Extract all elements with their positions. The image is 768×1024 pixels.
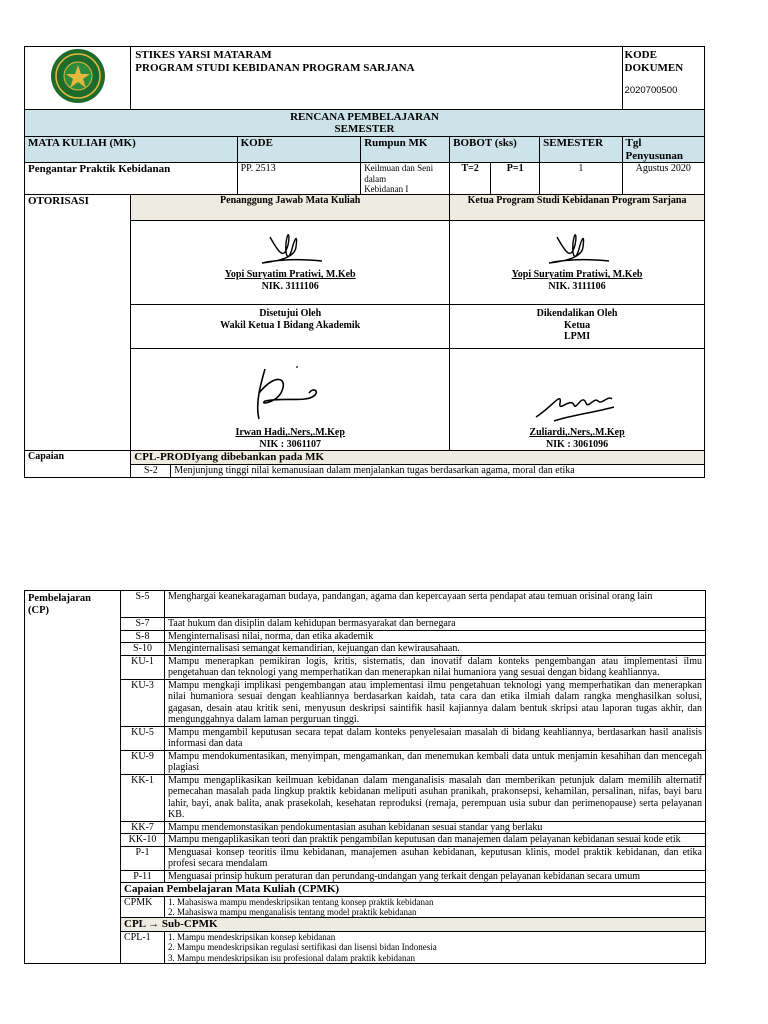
controlled-role-2: LPMI (564, 331, 591, 343)
pj-name: Yopi Suryatim Pratiwi, M.Keb (224, 269, 356, 281)
cpl-code: S-2 (131, 465, 171, 477)
rumpun-line-1: Keilmuan dan Seni dalam (364, 163, 434, 184)
tgl-header (622, 137, 704, 163)
institution-logo-icon (50, 48, 106, 104)
cpl-code: S-8 (121, 630, 165, 643)
cpl-code: S-10 (121, 643, 165, 656)
cpmk-item: 2. Mahasiswa mampu menganalisis tentang model praktik kebidanan (168, 906, 417, 917)
cpl-code: KU-5 (121, 726, 165, 750)
course-date: Agustus 2020 (622, 163, 704, 195)
otorisasi-label: OTORISASI (25, 195, 131, 451)
rumpun-header: Rumpun MK (361, 137, 450, 163)
signature-icon (235, 363, 345, 427)
logo-cell (25, 47, 131, 110)
capaian-label: Capaian (25, 451, 131, 478)
course-p: P=1 (491, 163, 540, 195)
cpl-text: Taat hukum dan disiplin dalam kehidupan bermasyarakat dan bernegara (165, 618, 706, 631)
title-line-2: SEMESTER (334, 123, 395, 136)
controlled-label: Dikendalikan Oleh (536, 308, 618, 320)
sub-cpmk-code: CPL-1 (121, 931, 165, 963)
cpl-text: Menginternalisasi semangat kemandirian, kejuangan dan kewirausahaan. (165, 643, 706, 656)
course-semester: 1 (540, 163, 622, 195)
signature-icon (537, 225, 617, 269)
document-title (25, 110, 705, 137)
sub-cpmk-item: 3. Mampu mendeskripsikan isu profesional dalam praktik kebidanan (168, 952, 415, 963)
controller-nik: NIK : 3061096 (545, 438, 609, 450)
cpl-text: Mampu mengaplikasikan teori dan praktik pengambilan keputusan dan manajemen dalam pelayanan kebidanan sesuai kode etik (165, 834, 706, 847)
approver-signature-cell (131, 349, 450, 451)
cpl-code: KU-1 (121, 655, 165, 679)
approved-cell (131, 305, 450, 349)
rumpun-line-2: Kebidanan I (364, 183, 409, 194)
cpl-text: Menguasai konsep teoritis ilmu kebidanan, manajemen asuhan kebidanan, keputusan klinis, model praktik kebidanan, dan etika profesi secara mendalam (165, 846, 706, 870)
kaprodi-name: Yopi Suryatim Pratiwi, M.Keb (511, 269, 643, 281)
doc-code-cell (622, 47, 704, 110)
sub-cpmk-item: 1. Mampu mendeskripsikan konsep kebidanan (168, 931, 336, 942)
bobot-header: BOBOT (sks) (450, 137, 540, 163)
program-name: PROGRAM STUDI KEBIDANAN PROGRAM SARJANA (135, 61, 415, 74)
kaprodi-signature-cell (450, 221, 705, 305)
cpl-code: KK-7 (121, 821, 165, 834)
cpl-prodi-header: CPL-PRODIyang dibebankan pada MK (131, 451, 705, 465)
cp-label-line-1: Pembelajaran (28, 593, 91, 604)
cpl-code: KK-1 (121, 774, 165, 821)
sub-cpmk-list (165, 931, 706, 963)
semester-header: SEMESTER (540, 137, 622, 163)
controlled-cell (450, 305, 705, 349)
kaprodi-nik: NIK. 3111106 (548, 280, 606, 292)
approved-role: Wakil Ketua I Bidang Akademik (220, 319, 361, 331)
doc-code-label: KODE (624, 49, 657, 61)
cpl-code: S-5 (121, 591, 165, 618)
cpl-code: P-1 (121, 846, 165, 870)
cpl-text: Mampu menerapkan pemikiran logis, kritis, sistematis, dan inovatif dalam konteks pengembangan atau implementasi ilmu pengetahuan dan teknologi yang memperhatikan dan menerapkan nilai humaniora yang sesuai dengan bidang keahliannya. (165, 655, 706, 679)
cpl-text: Mampu mengkaji implikasi pengembangan atau implementasi ilmu pengetahuan teknologi yang memperhatikan dan menerapkan nilai humaniora sesuai dengan keahliannya berdasarkan kaidah, tata cara dan etika ilmiah dalam rangka menghasilkan solusi, gagasan, desain atau kritik seni, menyusun deskripsi saintifik hasil kajiannya dalam bentuk skripsi atau laporan tugas akhir, dan mengunggahnya dalam laman perguruan tinggi. (165, 679, 706, 726)
controlled-role: Ketua (564, 319, 591, 331)
cpmk-code: CPMK (121, 896, 165, 918)
sub-cpmk-header: CPL → Sub-CPMK (121, 918, 706, 932)
cpmk-list (165, 896, 706, 918)
pj-nik: NIK. 3111106 (261, 280, 319, 292)
doc-code-label-2: DOKUMEN (624, 61, 684, 74)
signature-icon (522, 377, 632, 427)
approver-name: Irwan Hadi,.Ners,.M.Kep (235, 427, 345, 439)
cpl-text: Mampu mengaplikasikan keilmuan kebidanan dalam menganalisis masalah dan memberikan petunjuk dalam memilih alternatif pemecahan masalah pada lingkup praktik kebidanan meliputi asuhan pranikah, prakonsepsi, kehamilan, persalinan, nifas, bayi baru lahir, bayi, anak balita, anak prasekolah, kesehatan reproduksi (remaja, perempuan usia subur dan perimenopause) serta pelayanan KB. (165, 774, 706, 821)
mk-header: MATA KULIAH (MK) (25, 137, 238, 163)
institution-name: STIKES YARSI MATARAM (135, 49, 272, 61)
cpl-code: P-11 (121, 870, 165, 883)
cpmk-item: 1. Mahasiswa mampu mendeskripsikan tentang konsep praktik kebidanan (168, 896, 434, 907)
controller-signature-cell (450, 349, 705, 451)
title-line-1: RENCANA PEMBELAJARAN (290, 110, 439, 123)
cp-table (24, 590, 706, 964)
cpmk-header: Capaian Pembelajaran Mata Kuliah (CPMK) (121, 883, 706, 897)
cpl-text: Menghargai keanekaragaman budaya, pandangan, agama dan kepercayaan serta pendapat atau temuan orisinal orang lain (165, 591, 706, 618)
kaprodi-label: Ketua Program Studi Kebidanan Program Sarjana (450, 195, 705, 221)
approved-label: Disetujui Oleh (259, 308, 322, 320)
sub-cpmk-item: 2. Mampu mendeskripsikan regulasi sertifikasi dan lisensi bidan Indonesia (168, 942, 437, 953)
course-code: PP. 2513 (237, 163, 361, 195)
approver-nik: NIK : 3061107 (259, 438, 322, 450)
cpl-code: KU-3 (121, 679, 165, 726)
cpl-text: Menginternalisasi nilai, norma, dan etika akademik (165, 630, 706, 643)
course-t: T=2 (450, 163, 491, 195)
rps-header-table (24, 46, 705, 478)
cpl-row-s2 (131, 465, 705, 478)
doc-code-value: 2020700500 (624, 85, 678, 97)
tgl-label-2: Penyusunan (625, 149, 684, 162)
cpl-text: Mampu mengambil keputusan secara tepat dalam konteks penyelesaian masalah di bidang keahliannya, berdasarkan hasil analisis informasi dan data (165, 726, 706, 750)
cpl-code: KU-9 (121, 750, 165, 774)
cpl-code: KK-10 (121, 834, 165, 847)
controller-name: Zuliardi,.Ners,.M.Kep (529, 427, 625, 439)
cp-label-line-2: (CP) (28, 605, 49, 617)
cpl-text: Menguasai prinsip hukum peraturan dan perundang-undangan yang terkait dengan pelayanan kebidanan secara umum (165, 870, 706, 883)
pj-signature-cell (131, 221, 450, 305)
cpl-code: S-7 (121, 618, 165, 631)
signature-icon (250, 225, 330, 269)
course-rumpun (361, 163, 450, 195)
institution-cell (131, 47, 622, 110)
course-name: Pengantar Praktik Kebidanan (25, 163, 238, 195)
tgl-label-1: Tgl (625, 137, 642, 149)
cpl-text: Menjunjung tinggi nilai kemanusiaan dalam menjalankan tugas berdasarkan agama, moral dan etika (174, 465, 575, 477)
pj-label: Penanggung Jawab Mata Kuliah (131, 195, 450, 221)
cpl-text: Mampu mendemonstasikan pendokumentasian asuhan kebidanan sesuai standar yang berlaku (165, 821, 706, 834)
kode-header: KODE (237, 137, 361, 163)
cpl-text: Mampu mendokumentasikan, menyimpan, mengamankan, dan menemukan kembali data untuk menjamin kesahihan dan mencegah plagiasi (165, 750, 706, 774)
cp-label (25, 591, 121, 964)
